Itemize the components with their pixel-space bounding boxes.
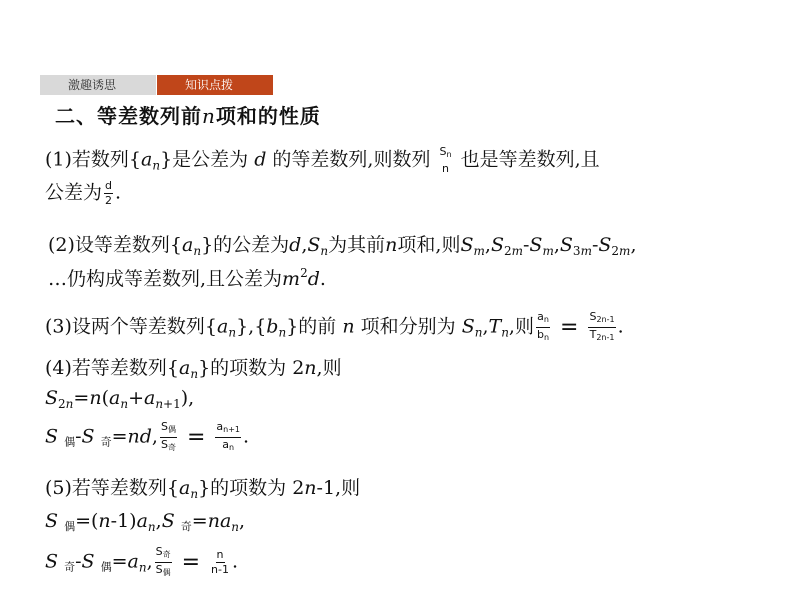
property-5-line3: S 奇-S 偶$=a_n$, $\frac{\text{S奇}}{\text{S偶}}$ = $\frac{n}{n-1}$ . xyxy=(45,545,238,581)
property-2-line2: …仍构成等差数列,且公差为$m^2d$. xyxy=(48,266,326,290)
fraction-n-over-n-minus-1: $\frac{n}{n-1}$ xyxy=(211,548,229,576)
fraction-s-odd-over-s-even: $\frac{\text{S奇}}{\text{S偶}}$ xyxy=(155,545,171,577)
property-4-line3: S 偶-S 奇=nd, $\frac{\text{S偶}}{\text{S奇}}$ = $\frac{an+1}{an}$ . xyxy=(45,420,249,456)
fraction-an-over-bn: $\frac{an}{bn}$ xyxy=(536,310,550,342)
property-3: (3)设两个等差数列$\{a_n\},\{b_n\}$的前 n 项和分别为 $S_n,T_n$,则 $\frac{an}{bn}$ = $\frac{S2n-1}{T2n-1}$ . xyxy=(45,310,624,345)
property-5-line1: (5)若等差数列$\{a_n\}$的项数为 2n-1,则 xyxy=(45,477,361,501)
fraction-d-over-2: $\frac{d}{2}$ xyxy=(105,179,113,207)
fraction-sn-over-n: Sn n xyxy=(439,145,452,175)
property-1-line2: 公差为 $\frac{d}{2}$ . xyxy=(45,179,122,207)
tab-bar xyxy=(40,75,273,95)
tab-knowledge[interactable]: 知识点拨 xyxy=(157,75,273,95)
fraction-s-over-t: $\frac{S2n-1}{T2n-1}$ xyxy=(589,310,615,342)
tab-inspire[interactable]: 激趣诱思 xyxy=(40,75,156,95)
property-5-line2: S 偶$=(n-1)a_n,S$ 奇$=na_n$, xyxy=(45,510,246,534)
property-1-line1: (1)若数列$\{a_n\}$是公差为 d 的等差数列,则数列 Sn n 也是等差数列,且 xyxy=(45,145,600,175)
property-4-line1: (4)若等差数列$\{a_n\}$的项数为 2n,则 xyxy=(45,357,342,381)
fraction-s-even-over-s-odd: $\frac{\text{S偶}}{\text{S奇}}$ xyxy=(160,420,176,452)
property-2-line1: (2)设等差数列$\{a_n\}$的公差为$d,S_n$为其前n项和,则$S_m,S_{2m}-S_m,S_{3m}-S_{2m}$, xyxy=(48,234,637,258)
section-heading: 二、等差数列前n项和的性质 xyxy=(55,104,321,128)
fraction-an1-over-an: $\frac{an+1}{an}$ xyxy=(216,420,240,452)
property-4-line2: $S_{2n}=n(a_n+a_{n+1})$, xyxy=(45,387,195,411)
